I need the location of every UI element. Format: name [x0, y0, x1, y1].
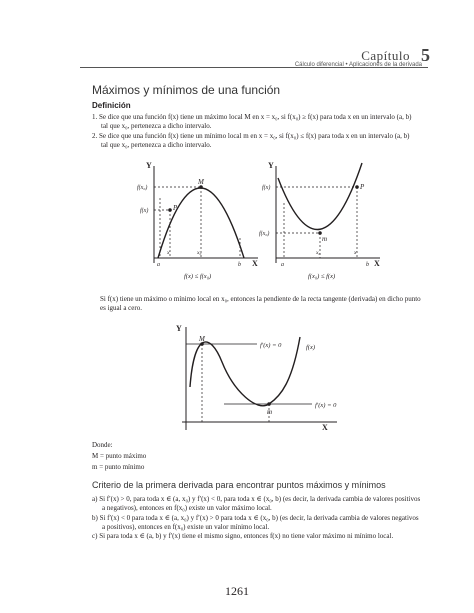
tangent-min-label: f′(x) = 0 — [315, 402, 337, 409]
paragraph-line2: es igual a cero. — [100, 304, 142, 313]
def-item1-line2: tal que x₀, pertenezca a dicho intervalo. — [101, 122, 212, 131]
legend — [92, 440, 292, 473]
curve-label: f(x) — [306, 344, 316, 351]
page-number: 1261 — [225, 584, 249, 598]
x0-label: x₀ — [316, 250, 321, 256]
min-label: m — [322, 235, 328, 243]
min-point — [267, 402, 271, 406]
figure-maximum — [137, 158, 265, 283]
paragraph-line1: Si f(x) tiene un máximo o mínimo local en x₀, entonces la pendiente de la recta tangente (derivada) en dicho punto — [100, 295, 421, 303]
b-label: b — [238, 262, 241, 268]
chapter-subtitle: Cálculo diferencial • Aplicaciones de la derivada — [294, 62, 422, 68]
y-axis-label: Y — [268, 161, 274, 170]
tangent-max-label: f′(x) = 0 — [260, 342, 282, 349]
fx-label: f(x) — [262, 185, 271, 191]
y-axis-label: Y — [146, 161, 152, 170]
min-curve — [278, 163, 362, 229]
p-point — [168, 208, 172, 212]
figure-tangents — [172, 322, 352, 434]
criterion-b-line1: b) Si f′(x) < 0 para toda x ∈ (a, x₀) y f′(x) > 0 para toda x ∈ (x₀, b) (es decir, la derivada cambia de valores negativos — [92, 513, 419, 522]
criterion-a-line2: a negativos), entonces en f(x₀) existe un valor máximo local. — [102, 504, 272, 513]
fx0-label: f(x₀) — [137, 185, 148, 191]
p-label: P — [173, 204, 178, 212]
legend-min: m = punto mínimo — [92, 463, 145, 471]
x0-label: x₀ — [197, 250, 202, 256]
fx-label: f(x) — [140, 208, 149, 214]
x-axis-label: X — [322, 423, 328, 432]
figure2-caption: f(x₀) ≤ f(x) — [308, 273, 336, 280]
legend-max: M = punto máximo — [92, 452, 147, 460]
tangent-paragraph — [100, 295, 430, 314]
max-label: M — [198, 178, 204, 186]
b-label: b — [366, 262, 369, 268]
chapter-number: 5 — [421, 45, 430, 65]
definition-heading: Definición — [92, 101, 131, 110]
legend-title: Donde: — [92, 441, 113, 449]
chapter-label: Capítulo — [361, 48, 410, 63]
p-label: P — [360, 183, 365, 191]
x-label: x — [354, 250, 357, 256]
min-label: m — [267, 408, 273, 416]
a-label: a — [157, 262, 160, 268]
def-item1-line1: 1. Se dice que una función f(x) tiene un máximo local M en x = x₀, si f(x₀) ≥ f(x) para toda x en un intervalo (a, b) — [92, 113, 412, 121]
x-axis-label: X — [374, 259, 380, 268]
criterion-c-line1: c) Si para toda x ∈ (a, b) y f′(x) tiene el mismo signo, entonces f(x) no tiene valor máximo ni mínimo local. — [92, 532, 394, 541]
x-label: x — [167, 250, 170, 256]
max-label: M — [199, 335, 205, 343]
criteria-list — [92, 495, 432, 541]
a-label: a — [281, 262, 284, 268]
def-item2-line2: tal que x₀, pertenezca a dicho intervalo. — [101, 140, 212, 149]
tangent-curve — [190, 337, 300, 406]
definition-list — [92, 113, 432, 150]
figure1-caption: f(x) ≤ f(x₀) — [184, 273, 212, 280]
p-point — [355, 185, 359, 189]
section-title: Máximos y mínimos de una función — [92, 83, 281, 97]
figure-minimum — [259, 158, 387, 283]
criterion-title: Criterio de la primera derivada para encontrar puntos máximos y mínimos — [92, 480, 386, 490]
y-axis-label: Y — [176, 324, 182, 333]
x-axis-label: X — [252, 259, 258, 268]
def-item2-line1: 2. Se dice que una función f(x) tiene un mínimo local m en x = x₀, si f(x₀) ≤ f(x) para toda x en un intervalo (a, b) — [92, 131, 410, 140]
criterion-b-line2: a positivos), entonces en f(x₀) existe un valor mínimo local. — [102, 522, 270, 531]
criterion-a-line1: a) Si f′(x) > 0, para toda x ∈ (a, x₀) y f′(x) < 0, para toda x ∈ (x₀, b) (es decir, la derivada cambia de valores positivos — [92, 495, 421, 503]
fx0-label: f(x₀) — [259, 231, 270, 237]
